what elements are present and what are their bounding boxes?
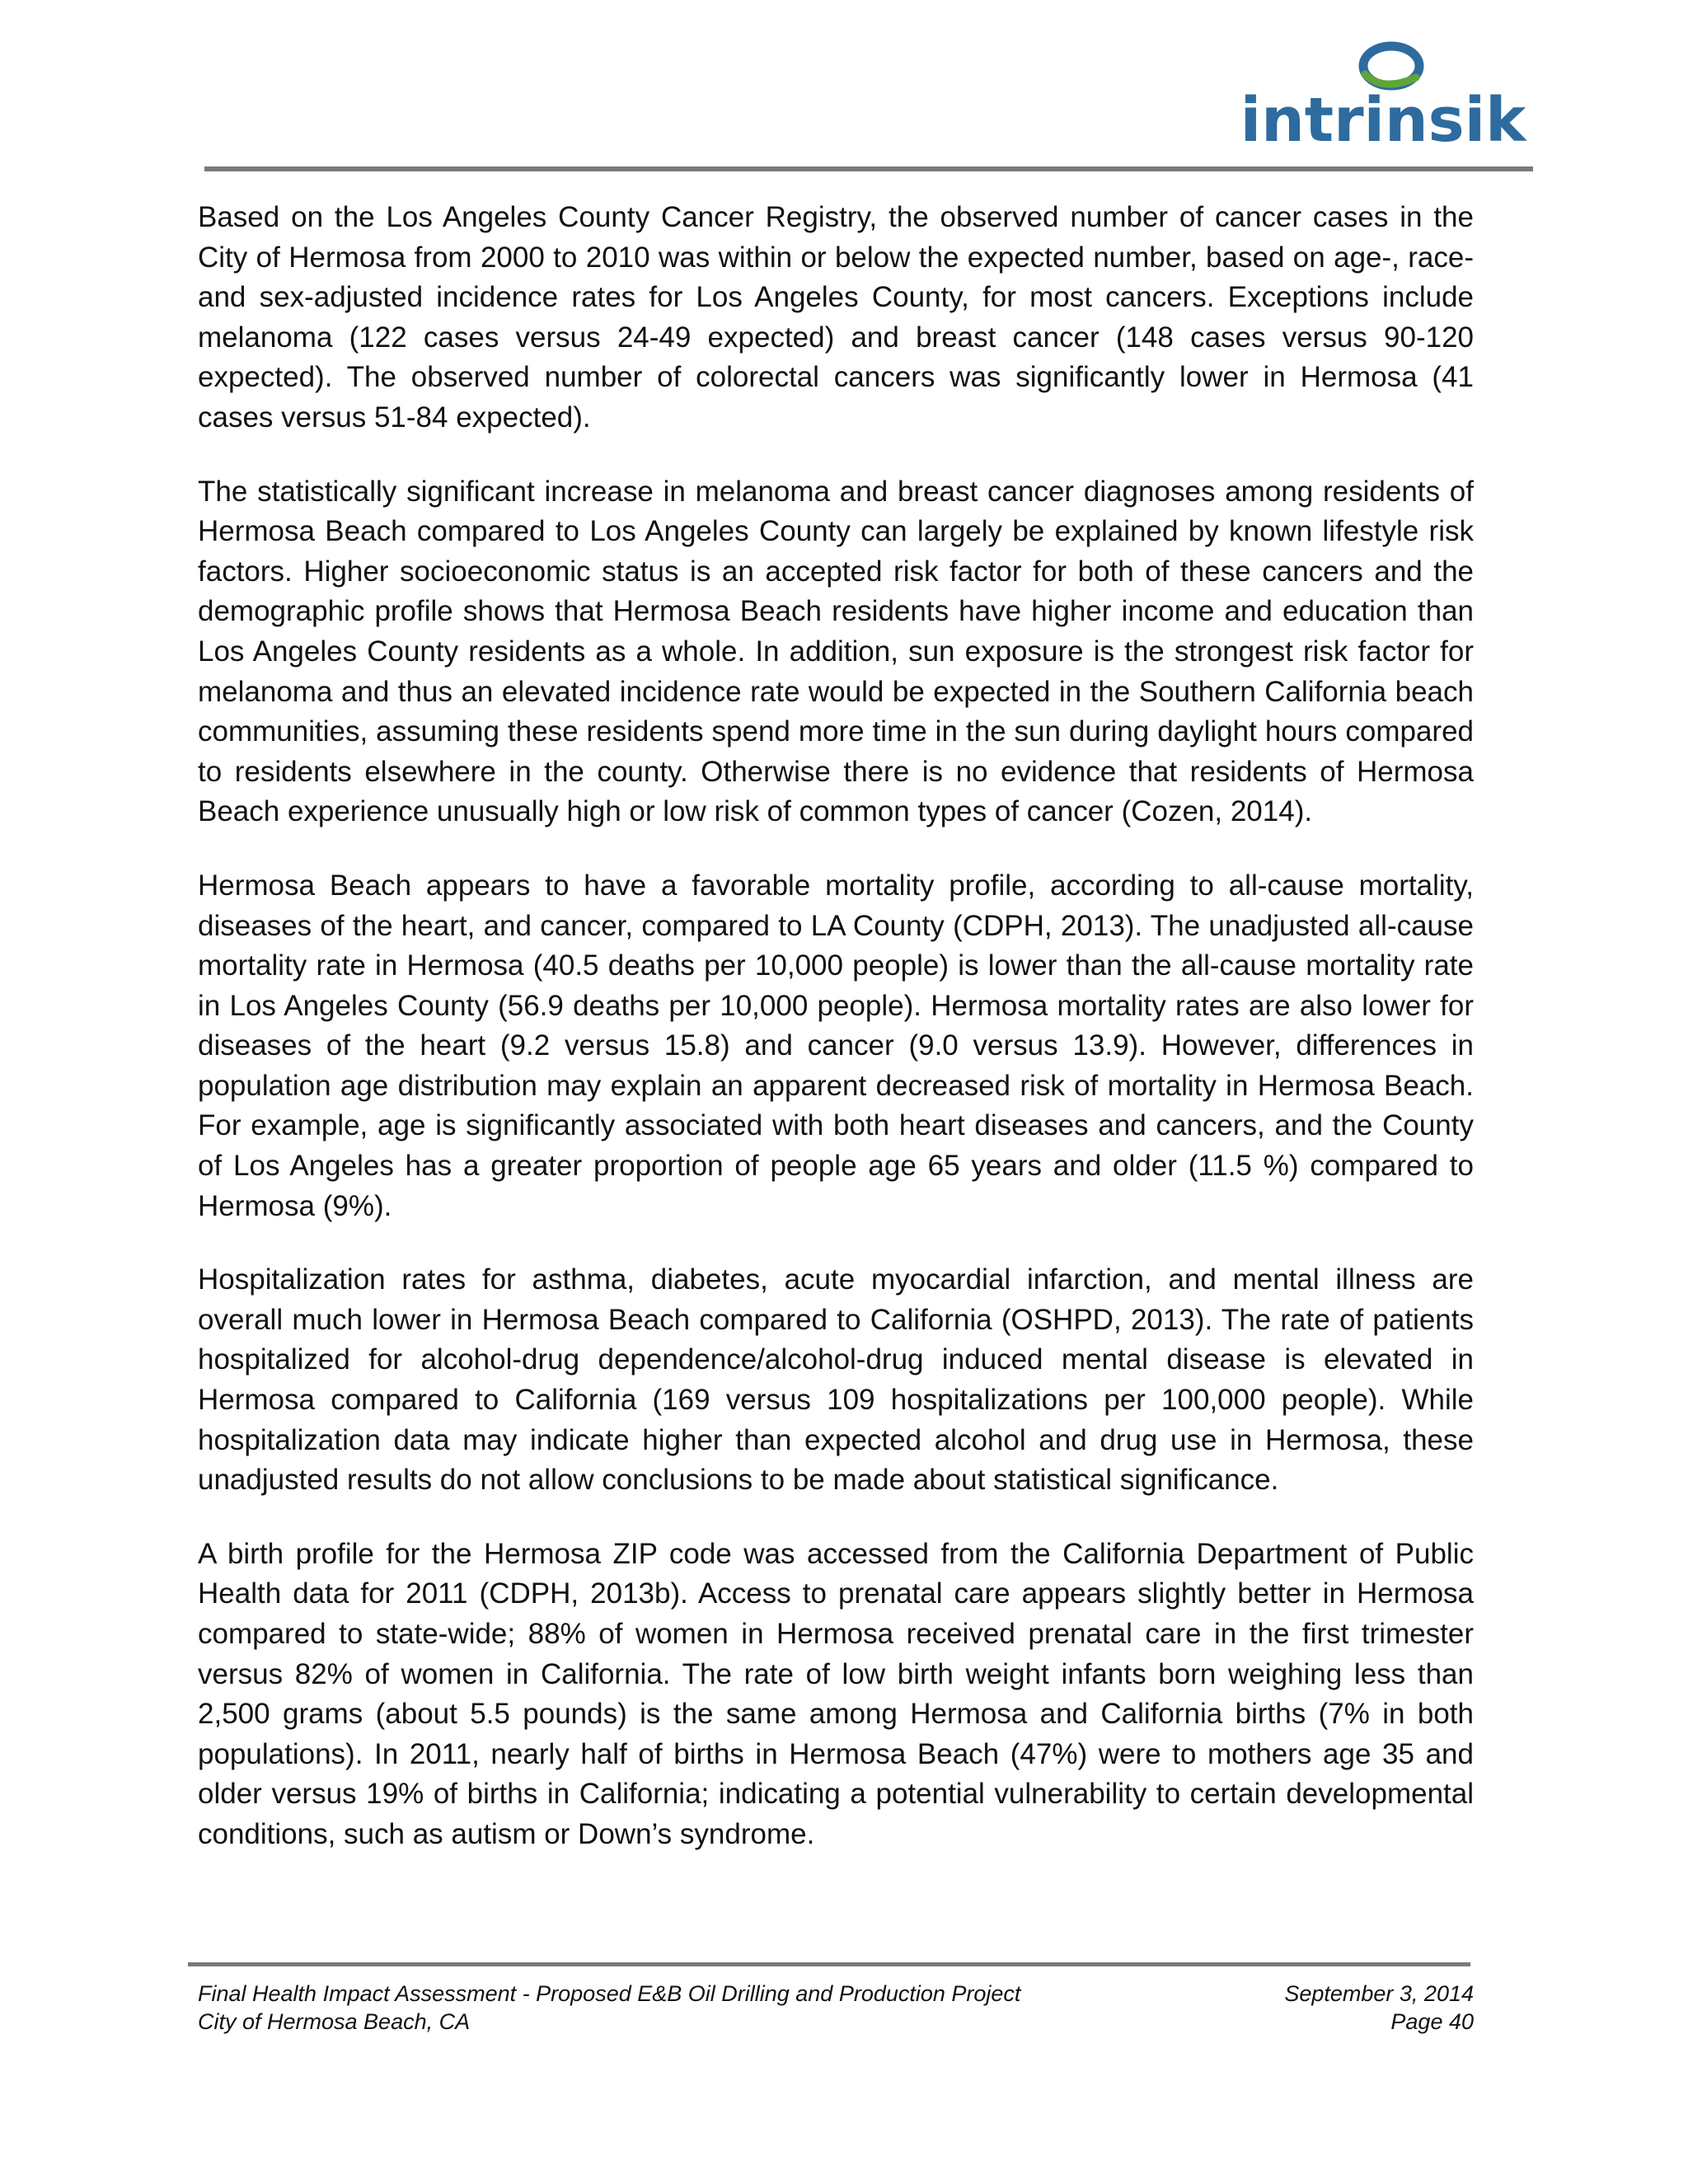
footer-title: Final Health Impact Assessment - Proposed E&B Oil Drilling and Production Project [198, 1981, 1021, 2006]
page-number: Page 40 [1390, 2009, 1474, 2034]
body-text [198, 198, 1474, 1889]
paragraph-cancer-registry: Based on the Los Angeles County Cancer Registry, the observed number of cancer cases in the City of Hermosa from 2000 to 2010 was within or below the expected number, based on age-, race- and sex-adjusted incidence rates for Los Angeles County, for most cancers. Exceptions include melanoma (122 cases versus 24-49 expected) and breast cancer (148 cases versus 90-120 expected). The observed number of colorectal cancers was significantly lower in Hermosa (41 cases versus 51-84 expected). [198, 201, 1474, 434]
footer-rule [188, 1962, 1470, 1966]
footer-date: September 3, 2014 [1284, 1981, 1474, 2006]
footer-location: City of Hermosa Beach, CA [198, 2009, 471, 2034]
intrinsik-logo [1240, 31, 1526, 156]
paragraph-hospitalization: Hospitalization rates for asthma, diabetes, acute myocardial infarction, and mental illness are overall much lower in Hermosa Beach compared to California (OSHPD, 2013). The rate of patients hospitalized for alcohol-drug dependence/alcohol-drug induced mental disease is elevated in Hermosa compared to California (169 versus 109 hospitalizations per 100,000 people). While hospitalization data may indicate higher than expected alcohol and drug use in Hermosa, these unadjusted results do not allow conclusions to be made about statistical significance. [198, 1263, 1474, 1497]
page-footer [198, 1980, 1474, 2036]
intrinsik-logo-mark [1240, 31, 1526, 156]
paragraph-mortality: Hermosa Beach appears to have a favorable mortality profile, according to all-cause mortality, diseases of the heart, and cancer, compared to LA County (CDPH, 2013). The unadjusted all-cause mortality rate in Hermosa (40.5 deaths per 10,000 people) is lower than the all-cause mortality rate in Los Angeles County (56.9 deaths per 10,000 people). Hermosa mortality rates are also lower for diseases of the heart (9.2 versus 15.8) and cancer (9.0 versus 13.9). However, differences in population age distribution may explain an apparent decreased risk of mortality in Hermosa Beach. For example, age is significantly associated with both heart diseases and cancers, and the County of Los Angeles has a greater proportion of people age 65 years and older (11.5 %) compared to Hermosa (9%). [198, 869, 1474, 1222]
header-rule [204, 166, 1533, 171]
logo-wordmark: intrinsik [1240, 85, 1526, 156]
paragraph-birth-profile: A birth profile for the Hermosa ZIP code was accessed from the California Department of Public Health data for 2011 (CDPH, 2013b). Access to prenatal care appears slightly better in Hermosa compared to state-wide; 88% of women in Hermosa received prenatal care in the first trimester versus 82% of women in California. The rate of low birth weight infants born weighing less than 2,500 grams (about 5.5 pounds) is the same among Hermosa and California births (7% in both populations). In 2011, nearly half of births in Hermosa Beach (47%) were to mothers age 35 and older versus 19% of births in California; indicating a potential vulnerability to certain developmental conditions, such as autism or Down’s syndrome. [198, 1537, 1474, 1850]
paragraph-risk-factors: The statistically significant increase in melanoma and breast cancer diagnoses among residents of Hermosa Beach compared to Los Angeles County can largely be explained by known lifestyle risk factors. Higher socioeconomic status is an accepted risk factor for both of these cancers and the demographic profile shows that Hermosa Beach residents have higher income and education than Los Angeles County residents as a whole. In addition, sun exposure is the strongest risk factor for melanoma and thus an elevated incidence rate would be expected in the Southern California beach communities, assuming these residents spend more time in the sun during daylight hours compared to residents elsewhere in the county. Otherwise there is no evidence that residents of Hermosa Beach experience unusually high or low risk of common types of cancer (Cozen, 2014). [198, 475, 1474, 828]
